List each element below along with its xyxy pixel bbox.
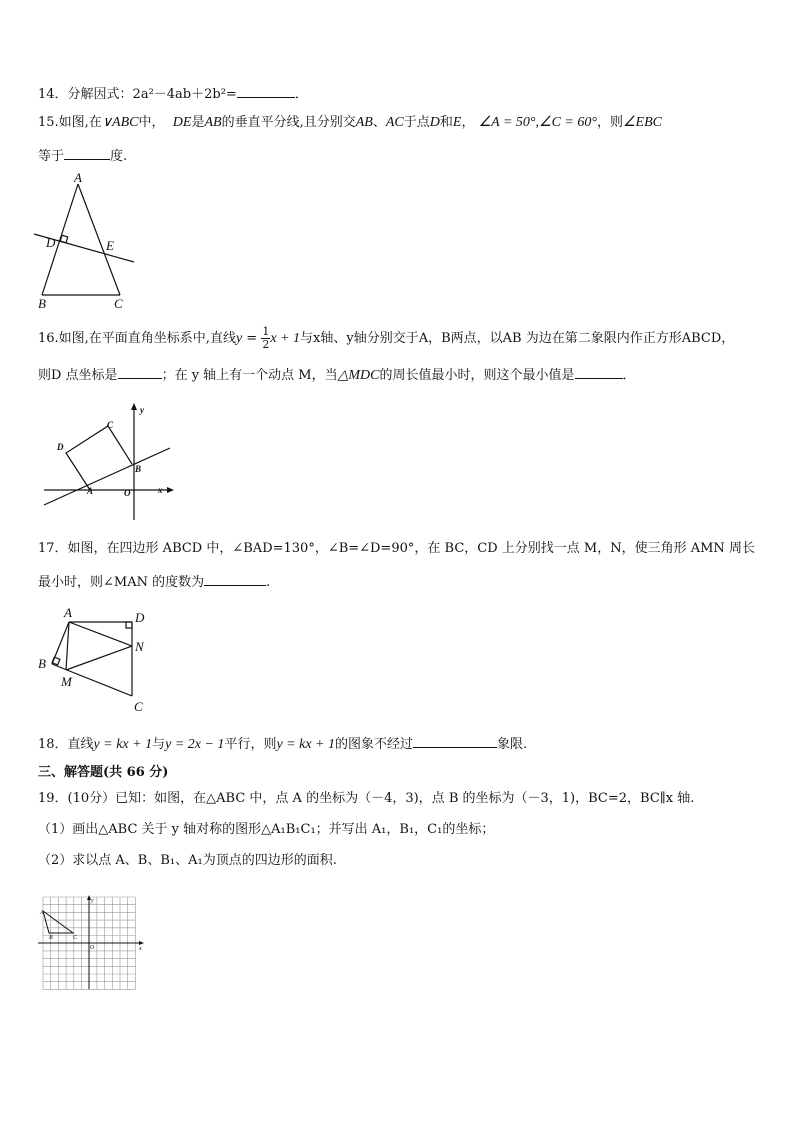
q15-ab2: AB <box>355 115 373 130</box>
fig19-label-a: A <box>40 910 44 916</box>
q15-text: ， <box>461 115 475 130</box>
q16-text: ；在 y 轴上有一个动点 M，当 <box>161 368 338 383</box>
q15-line1 <box>38 114 662 132</box>
q15-text: ，则 <box>596 115 623 130</box>
fig15-label-a: A <box>74 172 82 185</box>
q16-mdc: △MDC <box>337 368 380 383</box>
fig17-label-b: B <box>38 656 46 671</box>
q15-prefix: 15.如图,在 <box>38 115 102 130</box>
fig16-label-x: x <box>158 485 163 495</box>
fig19-label-b: B <box>49 935 53 941</box>
q16-text: 的周长值最小时，则这个最小值是 <box>379 368 575 383</box>
fig16-label-a: A <box>87 486 94 496</box>
q18-line <box>38 733 527 754</box>
q18-eq3: y = kx + 1 <box>276 737 335 752</box>
q16-y: y <box>235 331 243 346</box>
q15-text: 的垂直平分线,且分别交 <box>221 115 356 130</box>
fig19-label-c: C <box>73 935 78 941</box>
fig16-label-b: B <box>135 464 142 474</box>
q14-line <box>38 83 308 104</box>
figure-16 <box>40 400 180 525</box>
q15-text: 是 <box>191 115 205 130</box>
figure-19 <box>36 893 148 995</box>
figure-17 <box>34 604 159 716</box>
fig15-label-b: B <box>38 296 46 311</box>
q16-text: ． <box>622 368 636 383</box>
q16-frac-num: 1 <box>262 325 270 338</box>
q16-line1 <box>38 326 734 351</box>
q15-ab: AB <box>204 115 222 130</box>
fig16-label-y: y <box>140 405 144 415</box>
fig15-label-e: E <box>106 238 114 253</box>
q15-line2 <box>38 145 127 166</box>
q15-de: DE <box>172 115 192 130</box>
q18-text: 的图象不经过 <box>335 737 414 752</box>
q16-eq: = <box>242 331 262 346</box>
q15-answer-blank[interactable] <box>64 145 110 160</box>
fig16-label-d: D <box>57 442 64 452</box>
q15-text: 于点 <box>403 115 430 130</box>
q19-line3: （2）求以点 A、B、B₁、A₁为顶点的四边形的面积. <box>38 853 337 868</box>
q17-answer-blank[interactable] <box>204 571 266 586</box>
q18-eq1: y = kx + 1 <box>93 737 153 752</box>
q15-text: 中， <box>138 115 165 130</box>
q16-frac-den: 2 <box>262 338 270 351</box>
q15-text: 和 <box>439 115 453 130</box>
fig19-label-o: O <box>90 945 95 951</box>
fig15-label-c: C <box>114 296 123 311</box>
q16-tail: x + 1 <box>270 331 301 346</box>
q17-line2 <box>38 571 270 592</box>
fig17-label-a: A <box>64 605 72 620</box>
q17-text: 最小时，则∠MAN 的度数为 <box>38 575 205 590</box>
q19-line2: （1）画出△ABC 关于 y 轴对称的图形△A₁B₁C₁；并写出 A₁，B₁，C₁的坐标； <box>38 822 495 837</box>
q16-text: 与x轴、y轴分别交于A，B两点，以AB 为边在第二象限内作正方形ABCD， <box>300 331 735 346</box>
q17-line1 <box>38 540 755 558</box>
q16-prefix: 16.如图,在平面直角坐标系中,直线 <box>38 331 236 346</box>
q18-eq2: y = 2x − 1 <box>165 737 225 752</box>
q15-text: 等于 <box>38 149 65 164</box>
q14-answer-blank[interactable] <box>237 83 295 98</box>
fig19-label-y: y <box>91 898 94 904</box>
fig17-label-c: C <box>134 699 143 714</box>
q19-line1: 19．(10分）已知：如图，在△ABC 中，点 A 的坐标为（－4，3)，点 B 的坐标为（－3，1)，BC=2，BC∥x 轴. <box>38 791 695 806</box>
fig17-label-m: M <box>61 674 72 689</box>
q17-text: 17．如图，在四边形 ABCD 中，∠BAD=130°，∠B=∠D=90°，在 BC，CD 上分别找一点 M，N，使三角形 AMN 周长 <box>38 541 755 556</box>
q15-angles: ∠A = 50°,∠C = 60° <box>478 115 597 130</box>
q18-text: 与 <box>152 737 166 752</box>
q15-text: 、 <box>372 115 386 130</box>
q16-line2 <box>38 364 636 385</box>
fig16-label-o: O <box>124 488 131 498</box>
section-3-title: 三、解答题(共 66 分) <box>38 765 169 780</box>
q17-end: . <box>266 575 271 590</box>
q18-answer-blank[interactable] <box>413 733 497 748</box>
q16-answer-blank-2[interactable] <box>575 364 623 379</box>
q15-triangle: ∨ABC <box>101 115 139 130</box>
q14-text: 14．分解因式：2a²－4ab＋2b²= <box>38 87 237 102</box>
q18-end: 象限. <box>497 737 528 752</box>
fig17-label-d: D <box>135 610 145 625</box>
figure-15 <box>30 172 145 312</box>
q16-text: 则D 点坐标是 <box>38 368 118 383</box>
fig16-label-c: C <box>107 420 114 430</box>
fig15-label-d: D <box>46 235 56 250</box>
fig19-label-x: x <box>139 946 142 952</box>
fig17-label-n: N <box>135 639 144 654</box>
q18-text: 平行，则 <box>224 737 277 752</box>
q18-text: 18．直线 <box>38 737 94 752</box>
q15-d: D <box>429 115 440 130</box>
q16-answer-blank-1[interactable] <box>118 364 162 379</box>
q14-end: ． <box>294 87 308 102</box>
q15-ac: AC <box>385 115 404 130</box>
q16-fraction <box>261 326 270 351</box>
q15-ebc: ∠EBC <box>622 115 662 130</box>
q15-text: 度. <box>110 149 128 164</box>
q15-e: E <box>452 115 462 130</box>
